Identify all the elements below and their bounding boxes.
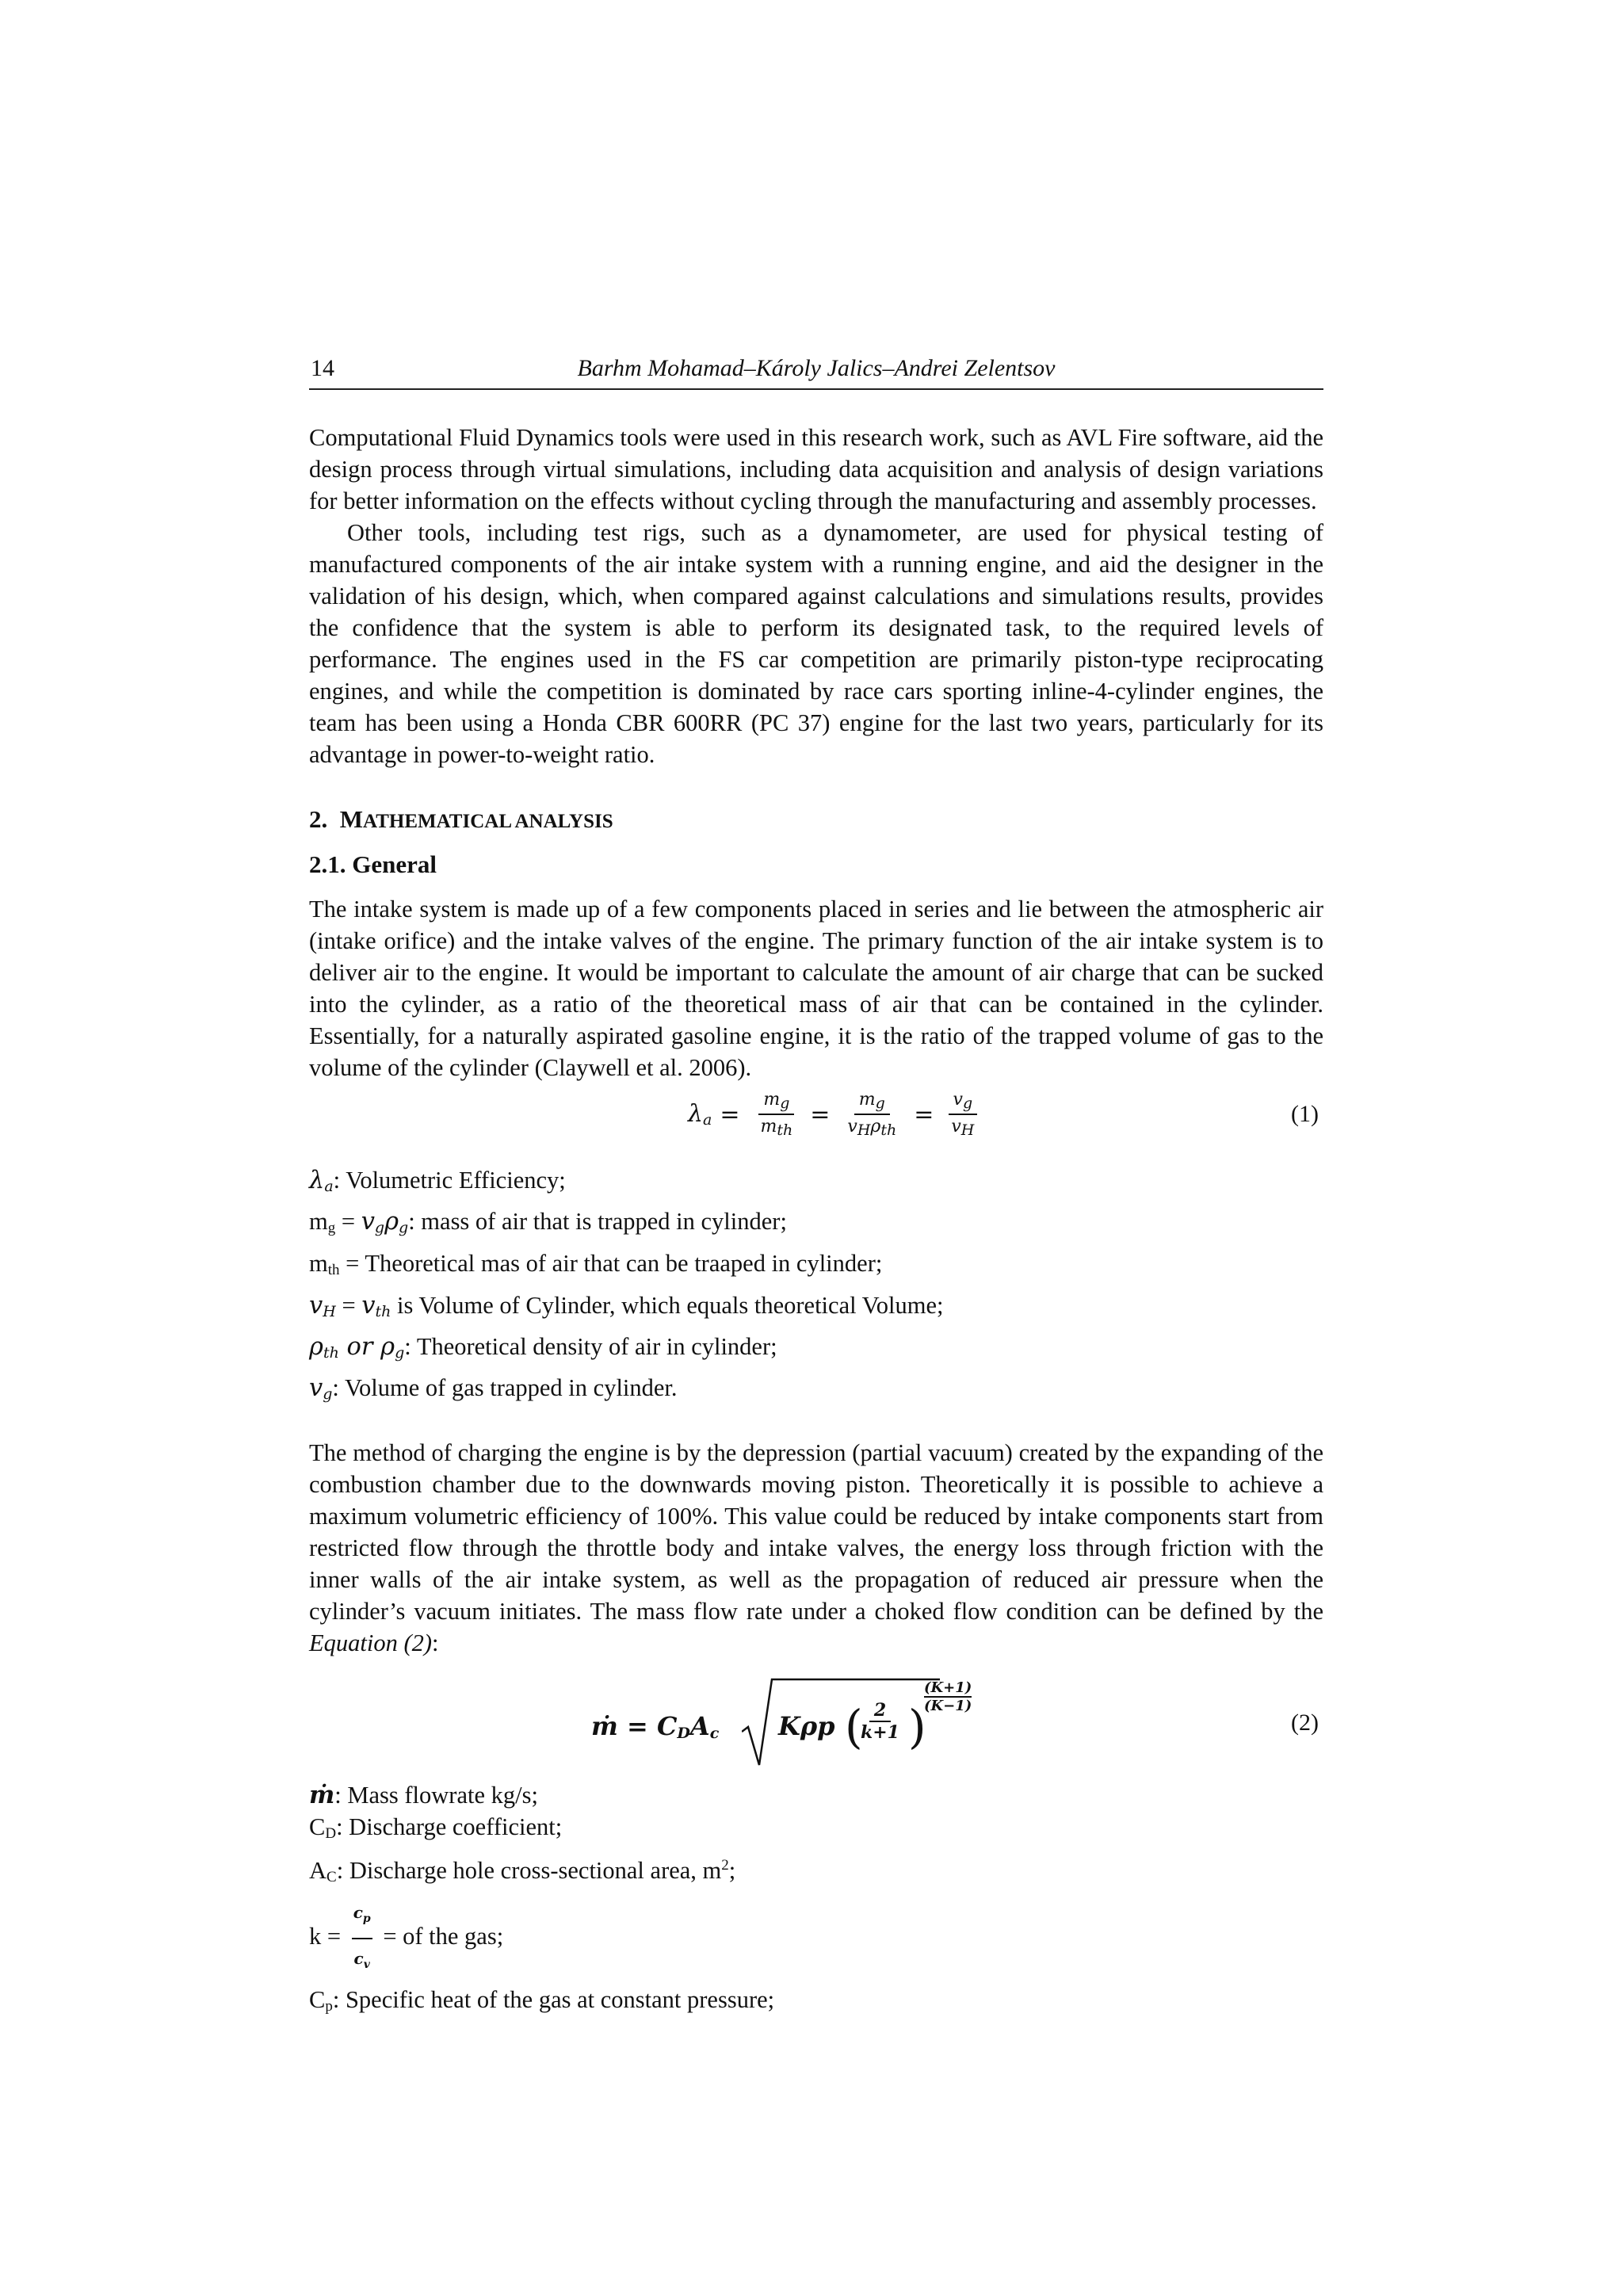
eq2-lhs: ṁ = $C_DA_c$ (591, 1711, 720, 1742)
def-specific-heat-cp: $C_p$: Specific heat of the gas at constant pressure; (309, 1986, 775, 2015)
equation-2-reference: Equation (2) (309, 1629, 433, 1656)
def-discharge-area: $A_C$: Discharge hole cross-sectional area, $m^2$; (309, 1857, 736, 1886)
def-volumetric-efficiency: $\lambda_a$: Volumetric Efficiency; (309, 1167, 566, 1195)
paragraph-test-rigs: Other tools, including test rigs, such as a dynamometer, are used for physical testing of manufactured components of the air intake system with a running engine, and aid the designer in the validation of his design, which, when compared against calculations and simulations results, provides the confidence that the system is able to perform its designated task, to the required levels of performance. The engines used in the FS car competition are primarily piston-type reciprocating engines, and while the competition is dominated by race cars sporting inline-4-cylinder engines, the team has been using a Honda CBR 600RR (PC 37) engine for the last two years, particularly for its advantage in power-to-weight ratio. (309, 519, 1323, 768)
def-air-density: $\rho_{th}$ or $\rho_g$: Theoretical density of air in cylinder; (309, 1333, 777, 1362)
equation-1 (309, 1088, 1323, 1152)
page-number: 14 (311, 355, 334, 381)
paragraph-cfd-tools: Computational Fluid Dynamics tools were used in this research work, such as AVL Fire software, aid the design process through virtual simulations, including data acquisition and analysis of design variations for better information on the effects without cycling through the manufacturing and assembly processes. (309, 424, 1323, 514)
eq2-radicand: Kρp (778, 1711, 835, 1741)
eq1-fraction-2: $\frac{m_g}{v_H\rho_{th}}$ (847, 1090, 897, 1139)
equation-2-definitions (309, 1779, 1323, 2023)
eq1-fraction-3: $\frac{v_g}{v_H}$ (946, 1090, 979, 1139)
def-mass-flowrate: ṁ: Mass flowrate kg/s; (309, 1781, 538, 1809)
def-heat-ratio: k = $\frac{c_p}{c_v}$ = of the gas; (309, 1893, 1323, 1984)
eq2-close-paren: ) (908, 1700, 926, 1754)
equation-1-definitions (309, 1163, 1323, 1412)
section-heading (309, 804, 1323, 838)
def-discharge-coefficient: $C_D$: Discharge coefficient; (309, 1813, 563, 1842)
eq2-exponent: (K+1) (K−1) (924, 1679, 972, 1714)
def-theoretical-mass: $m_{th}$ = Theoretical mas of air that can be traaped in cylinder; (309, 1250, 883, 1278)
def-mass-trapped: $m_g = v_g\rho_g$: mass of air that is trapped in cylinder; (309, 1208, 787, 1236)
cp-over-cv-fraction: $\frac{c_p}{c_v}$ (352, 1893, 372, 1984)
equation-1-number: (1) (1291, 1101, 1319, 1127)
equation-2-expression (591, 1676, 1035, 1771)
eq2-inner-fraction: 2 k+1 (861, 1700, 899, 1743)
page-header (309, 349, 1323, 390)
section-title-rest: ATHEMATICAL ANALYSIS (363, 811, 613, 832)
subsection-heading: 2.1. General (309, 850, 437, 878)
def-gas-volume: $v_g$: Volume of gas trapped in cylinder. (309, 1374, 678, 1403)
section-title-initial: M (339, 805, 364, 833)
eq2-open-paren: ( (845, 1700, 863, 1754)
equation-2 (309, 1668, 1323, 1779)
equation-2-number: (2) (1291, 1710, 1319, 1736)
eq1-fraction-1: $\frac{m_g}{m_{th}}$ (755, 1090, 797, 1139)
running-head: Barhm Mohamad–Károly Jalics–Andrei Zelentsov (577, 355, 1056, 381)
section-number: 2. (309, 805, 328, 833)
def-cylinder-volume: $v_H = v_{th}$ is Volume of Cylinder, which equals theoretical Volume; (309, 1292, 944, 1320)
paragraph-charging-method: The method of charging the engine is by the depression (partial vacuum) created by the expanding of the combustion chamber due to the downwards moving piston. Theoretically it is possible to achieve a maximum volumetric efficiency of 100%. This value could be reduced by intake components start from restricted flow through the throttle body and intake valves, the energy loss through friction with the inner walls of the air intake system, as well as the propagation of reduced air pressure when the cylinder’s vacuum initiates. The mass flow rate under a choked flow condition can be defined by the Equation (2): (309, 1439, 1323, 1656)
eq1-lhs: $\lambda_a$ (688, 1100, 712, 1129)
equation-1-expression: $\lambda_a$ = $\frac{m_g}{m_{th}}$ = $\frac{m_g}{v_H\rho_{th}}$ = $\frac{v_g}{v_H}$ (688, 1090, 987, 1139)
paragraph-intake-system: The intake system is made up of a few components placed in series and lie between the atmospheric air (intake orifice) and the intake valves of the engine. The primary function of the air intake system is to deliver air to the engine. It would be important to calculate the amount of air charge that can be sucked into the cylinder, as a ratio of the theoretical mass of air that can be contained in the cylinder. Essentially, for a naturally aspirated gasoline engine, it is the ratio of the trapped volume of gas to the volume of the cylinder (Claywell et al. 2006). (309, 896, 1323, 1081)
page (309, 349, 1323, 2023)
